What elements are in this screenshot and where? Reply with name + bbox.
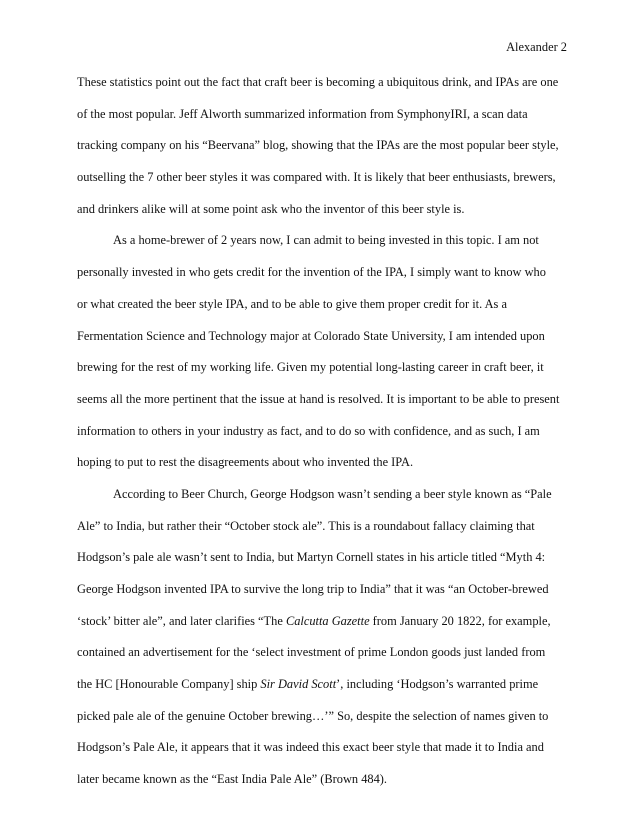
text-run: personally invested in who gets credit for the invention of the IPA, I simply want to know who [77,265,546,280]
text-run: ‘stock’ bitter ale”, and later clarifies “The [77,613,286,628]
text-line [77,70,577,102]
text-line [77,577,577,609]
running-head: Alexander 2 [506,40,567,54]
text-run: of the most popular. Jeff Alworth summarized information from SymphonyIRI, a scan data [77,106,528,121]
text-run: seems all the more pertinent that the issue at hand is resolved. It is important to be able to present [77,391,560,406]
text-line [77,514,577,546]
text-line [77,387,577,419]
text-run: later became known as the “East India Pale Ale” (Brown 484). [77,772,388,787]
text-line [77,355,577,387]
text-line [77,735,577,767]
text-run: Hodgson’s Pale Ale, it appears that it was indeed this exact beer style that made it to India and [77,740,544,755]
text-line [77,609,577,641]
text-line [77,419,577,451]
text-line [77,102,577,134]
text-line [77,704,577,736]
text-line [77,260,577,292]
text-run: or what created the beer style IPA, and to be able to give them proper credit for it. As a [77,296,507,311]
text-run: hoping to put to rest the disagreements about who invented the IPA. [77,455,414,470]
text-run: Hodgson’s pale ale wasn’t sent to India, but Martyn Cornell states in his article titled “Myth 4: [77,550,546,565]
text-run: brewing for the rest of my working life. Given my potential long-lasting career in craft beer, it [77,360,544,375]
text-line [77,767,577,799]
text-line [77,324,577,356]
italic-title: Calcutta Gazette [285,613,370,628]
text-run: the HC [Honourable Company] ship [77,677,261,692]
text-line [77,165,577,197]
text-run: These statistics point out the fact that craft beer is becoming a ubiquitous drink, and IPAs are one [77,75,559,89]
text-line [77,450,577,482]
italic-title: Sir David Scott [260,677,337,692]
text-line [77,482,577,514]
text-line [77,672,577,704]
body-text [77,70,577,799]
text-run: According to Beer Church, George Hodgson wasn’t sending a beer style known as “Pale [113,486,552,501]
text-line [77,228,577,260]
text-run: outselling the 7 other beer styles it was compared with. It is likely that beer enthusiasts, brewers, [77,170,556,185]
text-line [77,197,577,229]
text-run: Fermentation Science and Technology major at Colorado State University, I am intended upon [77,328,545,343]
text-line [77,133,577,165]
text-run: information to others in your industry as fact, and to do so with confidence, and as such, I am [77,423,540,438]
text-run: tracking company on his “Beervana” blog, showing that the IPAs are the most popular beer style, [77,138,559,153]
text-line [77,545,577,577]
text-run: ’, including ‘Hodgson’s warranted prime [336,677,539,692]
text-run: from January 20 1822, for example, [369,613,551,628]
text-run: picked pale ale of the genuine October brewing…’” So, despite the selection of names given to [77,708,549,723]
text-line [77,292,577,324]
text-line [77,640,577,672]
text-run: George Hodgson invented IPA to survive the long trip to India” that it was “an October-brewed [77,582,549,596]
text-run: and drinkers alike will at some point ask who the inventor of this beer style is. [77,201,465,216]
text-run: Ale” to India, but rather their “October stock ale”. This is a roundabout fallacy claiming that [77,518,535,533]
text-run: contained an advertisement for the ‘select investment of prime London goods just landed from [77,645,546,660]
text-run: As a home-brewer of 2 years now, I can admit to being invested in this topic. I am not [113,233,539,248]
